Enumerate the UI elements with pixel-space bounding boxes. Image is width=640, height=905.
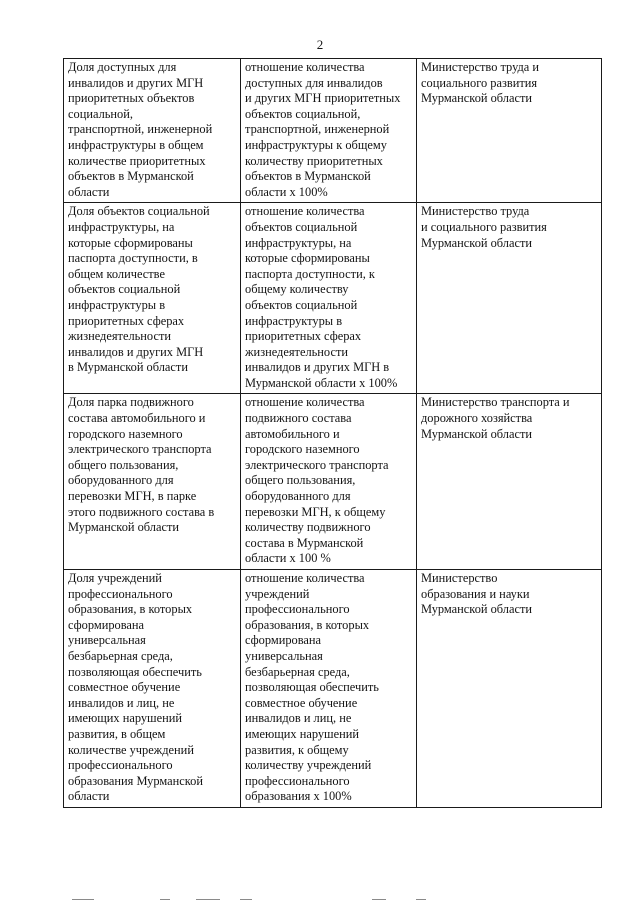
scan-mark (160, 899, 170, 900)
page-number: 2 (316, 37, 324, 52)
table-row (64, 203, 602, 394)
table-row (64, 59, 602, 203)
scan-mark (240, 899, 252, 900)
method-cell: отношение количества объектов социальной инфраструктуры, на которые сформированы паспорта доступности, к общему количеству объектов социальной инфраструктуры в приоритетных сферах жизнедеятельности инвалидов и других МГН в Мурманской области х 100% (241, 203, 417, 394)
indicators-table (63, 58, 602, 808)
table-row (64, 570, 602, 808)
method-cell: отношение количества подвижного состава автомобильного и городского наземного электрического транспорта общего пользования, оборудованного для перевозки МГН, к общему количеству подвижного состава в Мурманской области х 100 % (241, 394, 417, 570)
scan-mark (196, 899, 220, 900)
responsible-cell: Министерство труда и социального развития Мурманской области (417, 59, 602, 203)
scan-mark (372, 899, 386, 900)
scan-mark (72, 899, 94, 900)
table-row (64, 394, 602, 570)
method-cell: отношение количества учреждений профессионального образования, в которых сформирована универсальная безбарьерная среда, позволяющая обеспечить совместное обучение инвалидов и лиц, не имеющих нарушений развития, к общему количеству учреждений профессионального образования х 100% (241, 570, 417, 808)
indicator-cell: Доля объектов социальной инфраструктуры, на которые сформированы паспорта доступности, в общем количестве объектов социальной инфраструктуры в приоритетных сферах жизнедеятельности инвалидов и других МГН в Мурманской области (64, 203, 241, 394)
indicator-cell: Доля учреждений профессионального образования, в которых сформирована универсальная безбарьерная среда, позволяющая обеспечить совместное обучение инвалидов и лиц, не имеющих нарушений развития, в общем количестве учреждений профессионального образования Мурманской области (64, 570, 241, 808)
scan-mark (416, 899, 426, 900)
indicator-cell: Доля парка подвижного состава автомобильного и городского наземного электрического транспорта общего пользования, оборудованного для перевозки МГН, в парке этого подвижного состава в Мурманской области (64, 394, 241, 570)
method-cell: отношение количества доступных для инвалидов и других МГН приоритетных объектов социальной, транспортной, инженерной инфраструктуры к общему количеству приоритетных объектов в Мурманской области х 100% (241, 59, 417, 203)
responsible-cell: Министерство транспорта и дорожного хозяйства Мурманской области (417, 394, 602, 570)
responsible-cell: Министерство образования и науки Мурманской области (417, 570, 602, 808)
scan-artifact-marks (0, 897, 640, 903)
indicator-cell: Доля доступных для инвалидов и других МГН приоритетных объектов социальной, транспортной, инженерной инфраструктуры в общем количестве приоритетных объектов в Мурманской области (64, 59, 241, 203)
responsible-cell: Министерство труда и социального развития Мурманской области (417, 203, 602, 394)
